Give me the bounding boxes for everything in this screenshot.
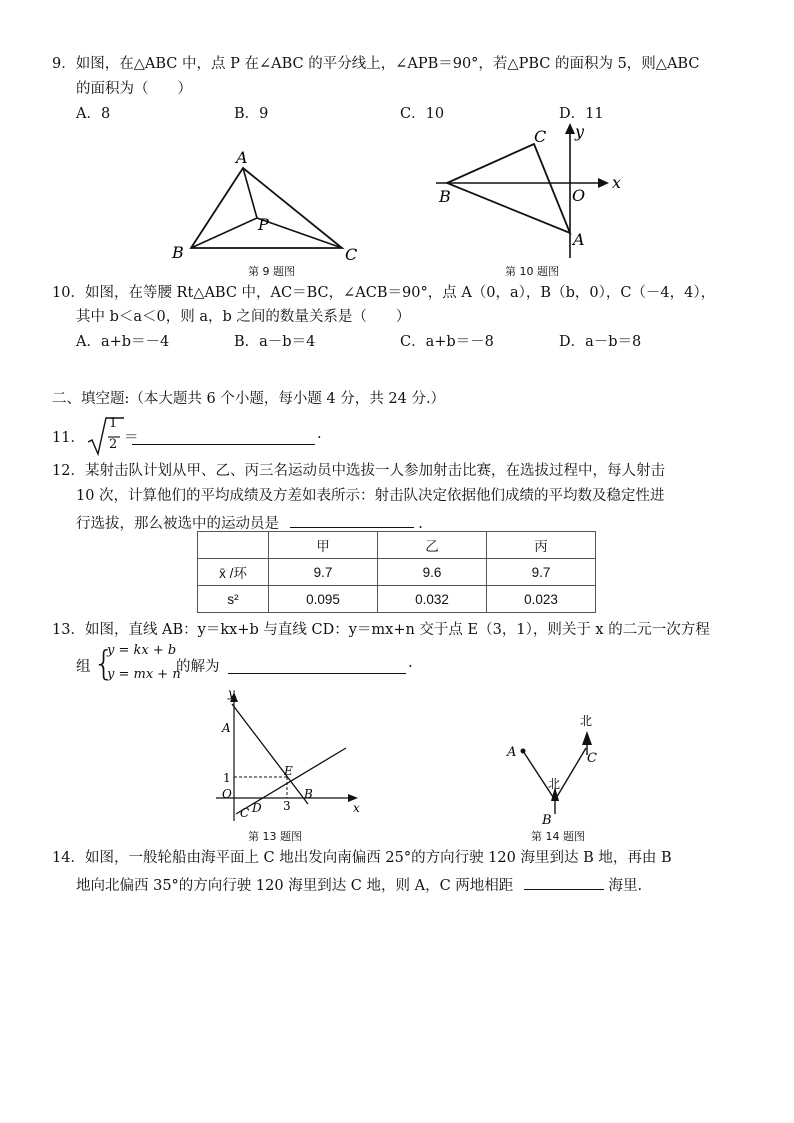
- label-b: B: [172, 243, 184, 262]
- label-b: B: [542, 813, 552, 828]
- table-row-label: s²: [198, 586, 269, 613]
- label-b: B: [304, 787, 313, 801]
- q11-prefix: 11．: [52, 430, 85, 446]
- table-cell: 0.023: [487, 586, 596, 613]
- section2-title: 二、填空题:（本大题共 6 个小题，每小题 4 分，共 24 分.）: [52, 391, 446, 407]
- table-row-label: x̄ /环: [198, 559, 269, 586]
- label-3: 3: [283, 799, 291, 813]
- q13-eq1: y = kx + b: [107, 643, 177, 658]
- q12-score-table: [197, 531, 596, 613]
- q13-answer-blank[interactable]: [228, 657, 406, 674]
- segment-ap: [243, 168, 257, 218]
- q14-unit: 海里.: [608, 878, 643, 894]
- segment-pc: [257, 218, 342, 248]
- q13-stem-line1: 13．如图，直线 AB：y＝kx+b 与直线 CD：y＝mx+n 交于点 E（3，1），则关于 x 的二元一次方程: [52, 622, 710, 638]
- label-a: A: [573, 230, 585, 249]
- q11-equals: ＝: [124, 430, 139, 446]
- table-header-cell: 丙: [487, 532, 596, 559]
- label-y: y: [575, 122, 585, 141]
- q10-figure: [432, 120, 632, 260]
- point-a: [521, 749, 526, 754]
- y-axis-arrow: [565, 123, 575, 134]
- label-d: D: [252, 801, 262, 815]
- label-x: x: [612, 173, 622, 192]
- q13-end: .: [408, 655, 413, 671]
- q10-option-a: A．a+b＝－4: [76, 334, 170, 350]
- table-row: [198, 586, 596, 613]
- table-header-row: [198, 532, 596, 559]
- q10-option-b: B．a－b＝4: [234, 334, 316, 350]
- table-cell: 0.095: [269, 586, 378, 613]
- q13-system: [76, 643, 436, 689]
- label-a: A: [222, 721, 231, 735]
- q14-fig-caption: 第 14 题图: [531, 830, 585, 843]
- label-a: A: [236, 148, 248, 167]
- q9-stem-line2: 的面积为（ ）: [76, 81, 192, 97]
- q11: [52, 414, 352, 464]
- q9-figure: [165, 145, 370, 270]
- q13-prefix: 组: [76, 659, 91, 675]
- table-row: [198, 559, 596, 586]
- table-header-cell: 甲: [269, 532, 378, 559]
- table-cell: 9.7: [487, 559, 596, 586]
- q11-denominator: 2: [109, 437, 118, 452]
- x-axis-arrow: [598, 178, 609, 188]
- triangle-abc: [191, 168, 342, 248]
- label-o: O: [572, 186, 586, 205]
- q11-answer-blank[interactable]: [132, 428, 315, 445]
- q13-fig-caption: 第 13 题图: [248, 830, 302, 843]
- label-a: A: [507, 745, 517, 760]
- table-header-cell: [198, 532, 269, 559]
- q11-numerator: 1: [109, 416, 118, 431]
- q9-option-c: C．10: [400, 106, 445, 122]
- q12-stem-line2: 10 次，计算他们的平均成绩及方差如表所示：射击队决定依据他们成绩的平均数及稳定性进: [76, 488, 665, 504]
- label-p: P: [258, 215, 269, 234]
- label-o: O: [222, 787, 232, 801]
- segment-bc: [555, 748, 586, 800]
- q13-suffix: 的解为: [176, 659, 220, 675]
- q12-end: .: [418, 516, 423, 532]
- q9-option-b: B．9: [234, 106, 269, 122]
- label-y: y: [228, 686, 235, 700]
- q10-option-c: C．a+b＝－8: [400, 334, 494, 350]
- q10-option-d: D．a－b＝8: [559, 334, 642, 350]
- table-header-cell: 乙: [378, 532, 487, 559]
- north-arrow-c-head: [582, 731, 592, 745]
- triangle-abc: [447, 144, 570, 233]
- q14-stem-line1: 14．如图，一般轮船由海平面上 C 地出发向南偏西 25°的方向行驶 120 海里到达 B 地，再由 B: [52, 850, 672, 866]
- table-cell: 9.7: [269, 559, 378, 586]
- q9-stem-line1: 9．如图，在△ABC 中，点 P 在∠ABC 的平分线上，∠APB＝90°，若△PBC 的面积为 5，则△ABC: [52, 56, 700, 72]
- label-b: B: [439, 187, 451, 206]
- label-1: 1: [223, 771, 231, 785]
- table-cell: 0.032: [378, 586, 487, 613]
- label-north-top: 北: [580, 714, 593, 728]
- q12-answer-blank[interactable]: [290, 511, 414, 528]
- label-x: x: [353, 801, 360, 815]
- brace-icon: {: [93, 644, 115, 684]
- segment-ab: [523, 751, 555, 800]
- q12-stem-line1: 12．某射击队计划从甲、乙、丙三名运动员中选拔一人参加射击比赛，在选拔过程中，每人射击: [52, 463, 665, 479]
- label-c: C: [534, 127, 547, 146]
- sqrt-icon: [86, 416, 126, 458]
- label-c: C: [345, 245, 358, 264]
- q11-end: .: [317, 426, 322, 442]
- label-e: E: [284, 764, 293, 778]
- q12-line3-text: 行选拔，那么被选中的运动员是: [76, 516, 279, 532]
- q10-stem-line2: 其中 b＜a＜0，则 a，b 之间的数量关系是（ ）: [76, 309, 411, 325]
- q13-eq2: y = mx + n: [107, 667, 181, 682]
- q13-figure: [208, 686, 368, 826]
- q9-option-a: A．8: [76, 106, 111, 122]
- q10-stem-line1: 10．如图，在等腰 Rt△ABC 中，AC＝BC，∠ACB＝90°，点 A（0，a），B（b，0），C（－4，4），: [52, 285, 716, 301]
- q14-line2-text: 地向北偏西 35°的方向行驶 120 海里到达 C 地，则 A，C 两地相距: [76, 878, 514, 894]
- q14-stem-line2: [76, 873, 642, 896]
- q10-fig-caption: 第 10 题图: [505, 265, 559, 278]
- q9-option-d: D．11: [559, 106, 604, 122]
- q14-figure: [500, 710, 620, 830]
- q14-answer-blank[interactable]: [524, 873, 604, 890]
- table-cell: 9.6: [378, 559, 487, 586]
- line-ab: [232, 704, 308, 804]
- label-c: C: [240, 806, 250, 820]
- label-c: C: [587, 751, 597, 766]
- q9-fig-caption: 第 9 题图: [248, 265, 295, 278]
- label-north-mid: 北: [548, 777, 561, 791]
